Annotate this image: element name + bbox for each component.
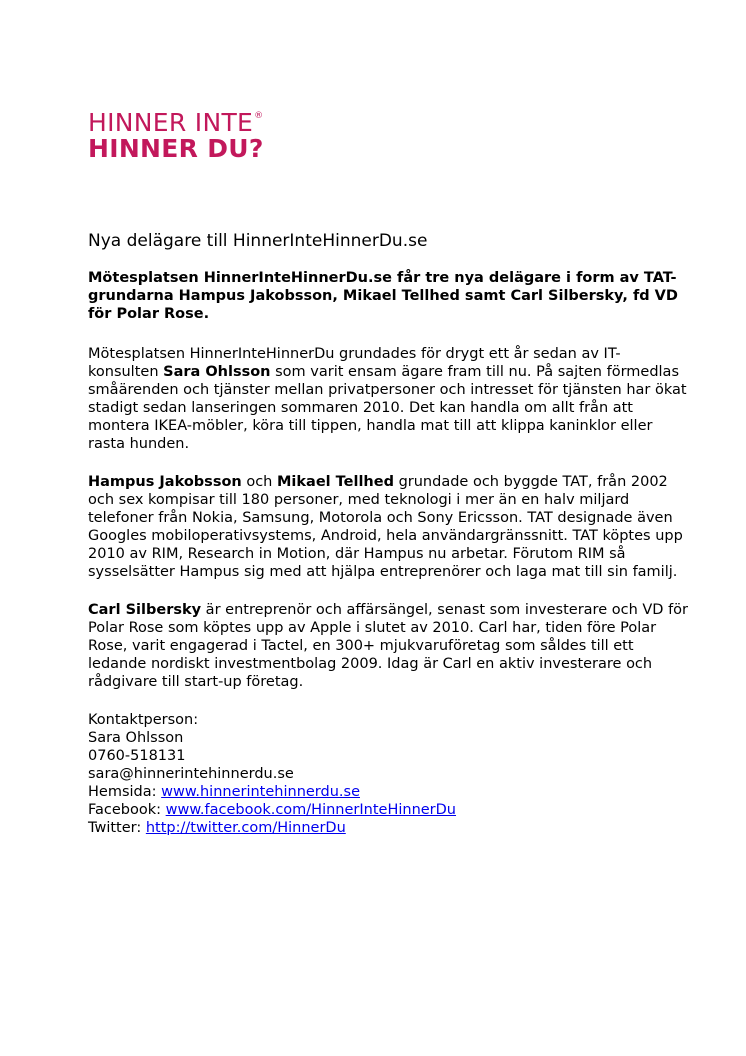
contact-phone: 0760-518131	[88, 748, 186, 764]
contact-twitter-row	[88, 819, 688, 837]
p3-name-carl: Carl Silbersky	[88, 602, 202, 618]
logo-line-1-text: HINNER INTE	[88, 108, 254, 137]
logo-line-2: HINNER DU?	[88, 134, 264, 163]
p2-name-mikael: Mikael Tellhed	[277, 474, 394, 490]
p2-text-a: och	[241, 474, 277, 490]
twitter-link[interactable]: http://twitter.com/HinnerDu	[145, 820, 346, 836]
paragraph-intro	[88, 345, 688, 453]
p1-text-c: som varit ensam ägare fram till nu. På sajten förmedlas småärenden och tjänster mellan privatpersoner och intresset för tjänsten har ökat stadigt sedan lanseringen sommaren 2010. Det kan handla om allt från att montera IKEA-möbler, köra till tippen, handla mat till att klippa kaninklor eller rasta hunden.	[88, 364, 687, 452]
p2-text-c: grundade och byggde TAT, från 2002 och sex kompisar till 180 personer, med teknologi i mer än en halv miljard telefoner från Nokia, Samsung, Motorola och Sony Ericsson. TAT designade även Googles mobiloperativsystems, Android, hela användargränssnitt. TAT köptes upp 2010 av RIM, Research in Motion, där Hampus nu arbetar. Förutom RIM så sysselsätter Hampus sig med att hjälpa entreprenörer och laga mat till sin familj.	[88, 474, 683, 580]
document-title: Nya delägare till HinnerInteHinnerDu.se	[88, 231, 428, 251]
website-label: Hemsida:	[88, 784, 162, 800]
lead-paragraph: Mötesplatsen HinnerInteHinnerDu.se får tre nya delägare i form av TAT-grundarna Hampus Jakobsson, Mikael Tellhed samt Carl Silbersky, fd VD för Polar Rose.	[88, 270, 678, 322]
p1-name-sara: Sara Ohlsson	[163, 364, 271, 380]
contact-name: Sara Ohlsson	[88, 730, 184, 746]
paragraph-tat-founders	[88, 473, 688, 581]
contact-facebook-row	[88, 801, 688, 819]
contact-block	[88, 711, 688, 837]
registered-mark: ®	[254, 111, 264, 121]
paragraph-carl	[88, 601, 688, 691]
facebook-link[interactable]: www.facebook.com/HinnerInteHinnerDu	[165, 802, 457, 818]
press-release	[88, 230, 688, 837]
website-link[interactable]: www.hinnerintehinnerdu.se	[161, 784, 360, 800]
contact-email: sara@hinnerintehinnerdu.se	[88, 766, 294, 782]
logo-line-1	[88, 110, 264, 135]
twitter-label: Twitter:	[88, 820, 146, 836]
facebook-label: Facebook:	[88, 802, 166, 818]
contact-website-row	[88, 783, 688, 801]
brand-logo	[88, 110, 264, 161]
p3-text-c: är entreprenör och affärsängel, senast som investerare och VD för Polar Rose som köptes upp av Apple i slutet av 2010. Carl har, tiden före Polar Rose, varit engagerad i Tactel, en 300+ mjukvaruföretag som såldes till ett ledande nordiskt investmentbolag 2009. Idag är Carl en aktiv investerare och rådgivare till start-up företag.	[88, 602, 689, 690]
p2-name-hampus: Hampus Jakobsson	[88, 474, 242, 490]
p1-text-a: Mötesplatsen HinnerInteHinnerDu grundades för drygt ett år sedan av IT-konsulten	[88, 346, 621, 380]
contact-heading: Kontaktperson:	[88, 712, 199, 728]
